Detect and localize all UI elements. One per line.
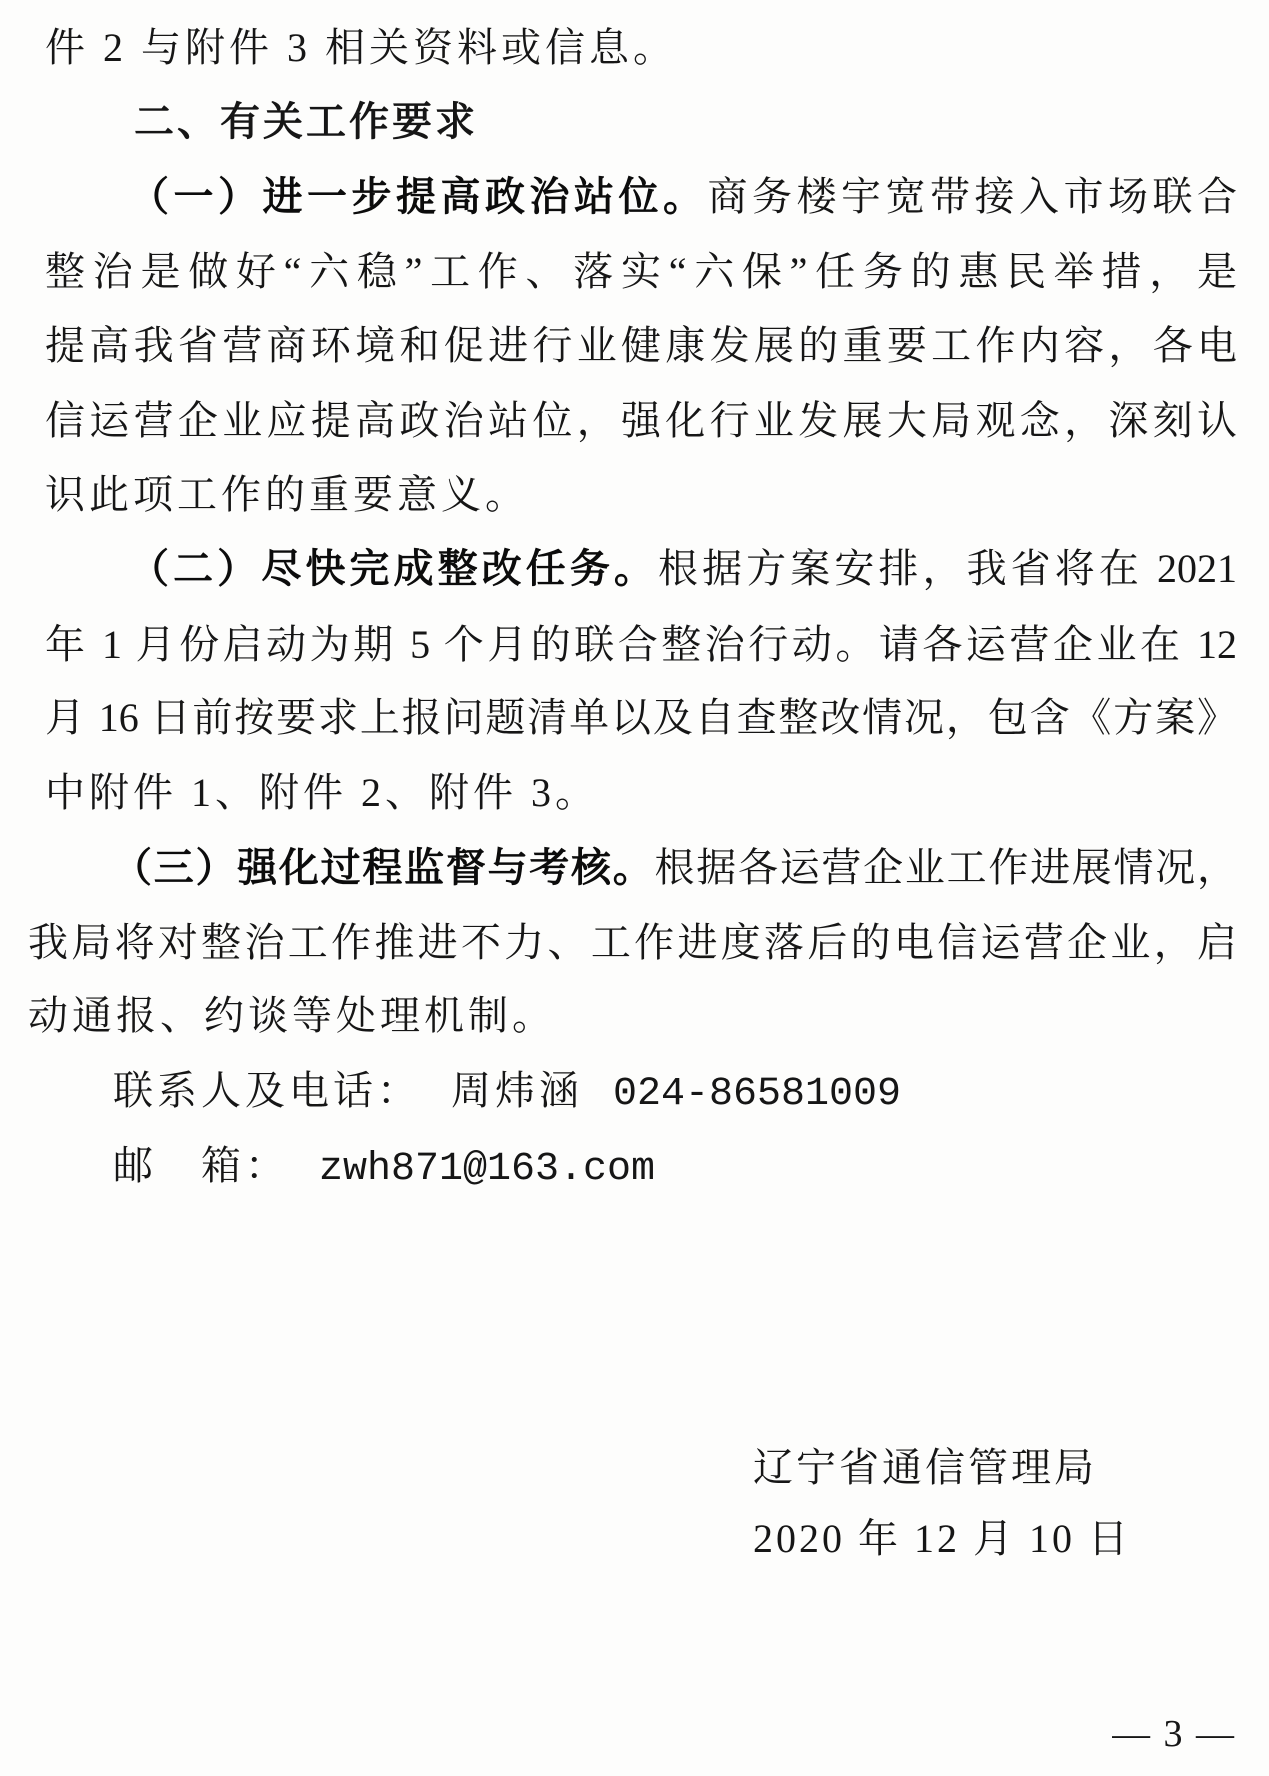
item-2-text-1: 根据方案安排，我省将在 2021 bbox=[658, 546, 1237, 591]
item-3-title: （三）强化过程监督与考核。 bbox=[112, 845, 655, 890]
item-1-line-3: 提高我省营商环境和促进行业健康发展的重要工作内容，各电 bbox=[45, 323, 1237, 368]
contact-line bbox=[113, 1061, 1213, 1121]
continuation-line: 件 2 与附件 3 相关资料或信息。 bbox=[45, 25, 677, 70]
contact-label: 联系人及电话： bbox=[113, 1068, 421, 1113]
issue-date: 2020 年 12 月 10 日 bbox=[753, 1516, 1131, 1561]
item-3-line-1 bbox=[28, 838, 1237, 898]
email-address: zwh871@163.com bbox=[319, 1147, 656, 1192]
item-2-title: （二）尽快完成整改任务。 bbox=[129, 546, 658, 591]
item-2-line-2: 年 1 月份启动为期 5 个月的联合整治行动。请各运营企业在 12 bbox=[45, 622, 1237, 667]
email-label: 邮 箱： bbox=[113, 1143, 289, 1188]
item-1-title: （一）进一步提高政治站位。 bbox=[129, 174, 708, 219]
item-1-line-5: 识此项工作的重要意义。 bbox=[45, 472, 529, 517]
item-2-line-4: 中附件 1、附件 2、附件 3。 bbox=[45, 770, 599, 815]
item-1-line-1 bbox=[45, 167, 1237, 227]
item-1-line-2: 整治是做好“六稳”工作、落实“六保”任务的惠民举措，是 bbox=[45, 249, 1237, 294]
item-3-line-2: 我局将对整治工作推进不力、工作进度落后的电信运营企业，启 bbox=[28, 920, 1237, 965]
issuer-name: 辽宁省通信管理局 bbox=[753, 1445, 1097, 1490]
item-1-text-1: 商务楼宇宽带接入市场联合 bbox=[707, 174, 1237, 219]
contact-phone: 024-86581009 bbox=[613, 1072, 902, 1117]
page-number: — 3 — bbox=[1112, 1713, 1236, 1755]
item-3-line-3: 动通报、约谈等处理机制。 bbox=[28, 993, 556, 1038]
email-line bbox=[113, 1136, 1213, 1196]
contact-name: 周炜涵 bbox=[451, 1068, 583, 1113]
item-3-text-1: 根据各运营企业工作进展情况， bbox=[654, 845, 1237, 890]
section-heading: 二、有关工作要求 bbox=[134, 99, 478, 145]
item-2-line-1 bbox=[45, 539, 1237, 599]
item-1-line-4: 信运营企业应提高政治站位，强化行业发展大局观念，深刻认 bbox=[45, 398, 1237, 443]
item-2-line-3: 月 16 日前按要求上报问题清单以及自查整改情况，包含《方案》 bbox=[45, 695, 1237, 740]
